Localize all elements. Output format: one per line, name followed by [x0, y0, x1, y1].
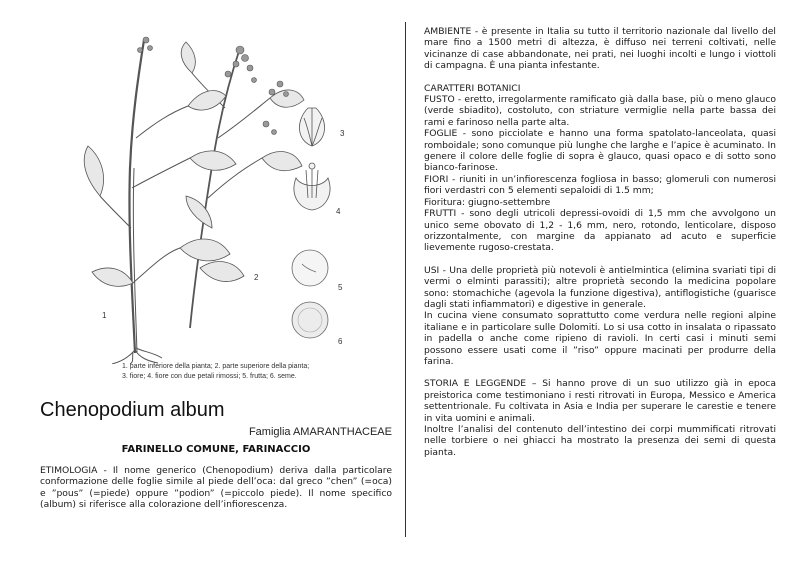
analisi-paragraph: Inoltre l’analisi del contenuto dell’intestino dei corpi mummificati ritrovati nelle torbiere o nei ghiacci ha mostrato la presenza dei semi di questa pianta. [424, 424, 776, 458]
storia-paragraph: STORIA E LEGGENDE – Si hanno prove di un suo utilizzo già in epoca preistorica come testimoniano i resti ritrovati in Europa, Messico e America settentrionale. Fu coltivata in Asia e India per superare le carestie e tenere in vita uomini e animali. [424, 378, 776, 424]
frutti-paragraph: FRUTTI - sono degli utricoli depressi-ovoidi di 1,5 mm che avvolgono un unico seme obovato di 1,2 - 1,6 mm, nero, rotondo, lenticolare, disposo orizzontalmente, con margine da appianato ad acuto e superficie lievemente rugoso-crestata. [424, 208, 776, 254]
species-name: Chenopodium album [40, 399, 225, 421]
fiori-paragraph: FIORI - riuniti in un’infiorescenza fogliosa in basso; glomeruli con numerosi fiori verdastri con 5 elementi sepaloidi di 1.5 mm; [424, 173, 776, 197]
figure-label-3: 3 [340, 129, 345, 138]
plant-drawing [40, 28, 392, 364]
ambiente-paragraph: AMBIENTE - è presente in Italia su tutto il territorio nazionale dal livello del mare fino a 1500 metri di altezza, è diffuso nei terreni coltivati, nelle vicinanze di case abbandonate, nei prati, nei luoghi incolti e lungo i viottoli di campagna. È una pianta infestante. [424, 26, 776, 72]
caratteri-botanici-title: CARATTERI BOTANICI [424, 82, 521, 94]
caption-line-2: 3. fiore; 4. fiore con due petali rimossi; 5. frutta; 6. seme. [122, 373, 297, 380]
column-divider [405, 22, 406, 537]
common-names: FARINELLO COMUNE, FARINACCIO [121, 444, 311, 455]
cucina-paragraph: In cucina viene consumato soprattutto come verdura nelle regioni alpine italiane e in particolare sulle Dolomiti. Lo si usa cotto in insalata o ripassato in padella o anche come ripieno di ravioli. In certi casi i minuti semi possono essere usati come il ”riso” oppure macinati per produrre della farina. [424, 310, 776, 367]
family-name: Famiglia AMARANTHACEAE [248, 426, 392, 438]
fusto-paragraph: FUSTO - eretto, irregolarmente ramificato già dalla base, più o meno glauco (verde sbiadito), costoluto, con striature vermiglie nella parte bassa dei rami e farinoso nella parte alta. [424, 94, 776, 128]
figure-caption [122, 362, 392, 382]
usi-paragraph: USI - Una delle proprietà più notevoli è antielmintica (elimina svariati tipi di vermi o elminti parassiti); altre proprietà secondo la medicina popolare sono: stomachiche (agevola la funzione digestiva), antiflogistiche (guarisce dagli stati infiammatori) e digestive in generale. [424, 264, 776, 310]
figure-label-4: 4 [336, 207, 341, 216]
figure-label-1: 1 [102, 311, 107, 320]
caption-line-1: 1. parte inferiore della pianta; 2. parte superiore della pianta; [122, 363, 310, 370]
fioritura-line: Fioritura: giugno-settembre [424, 196, 551, 208]
figure-label-2: 2 [254, 273, 259, 282]
left-column [40, 28, 392, 511]
botanical-illustration [40, 28, 392, 364]
figure-label-5: 5 [338, 283, 343, 292]
right-column [424, 26, 776, 458]
foglie-paragraph: FOGLIE - sono picciolate e hanno una forma spatolato-lanceolata, quasi romboidale; sono comunque più lunghe che larghe e l’apice è acuminato. In genere il colore delle foglie di sopra è glauco, quasi opaco e di sotto sono bianco-farinose. [424, 128, 776, 174]
etimologia-paragraph: ETIMOLOGIA - Il nome generico (Chenopodium) deriva dalla particolare conformazione delle foglie simile al piede dell’oca: dal greco ”chen” (=oca) e ”pous” (=piede) oppure ”podion” (=piccolo piede). Il nome specifico (album) si riferisce alla colorazione dell’infiorescenza. [40, 465, 392, 511]
figure-label-6: 6 [338, 337, 343, 346]
